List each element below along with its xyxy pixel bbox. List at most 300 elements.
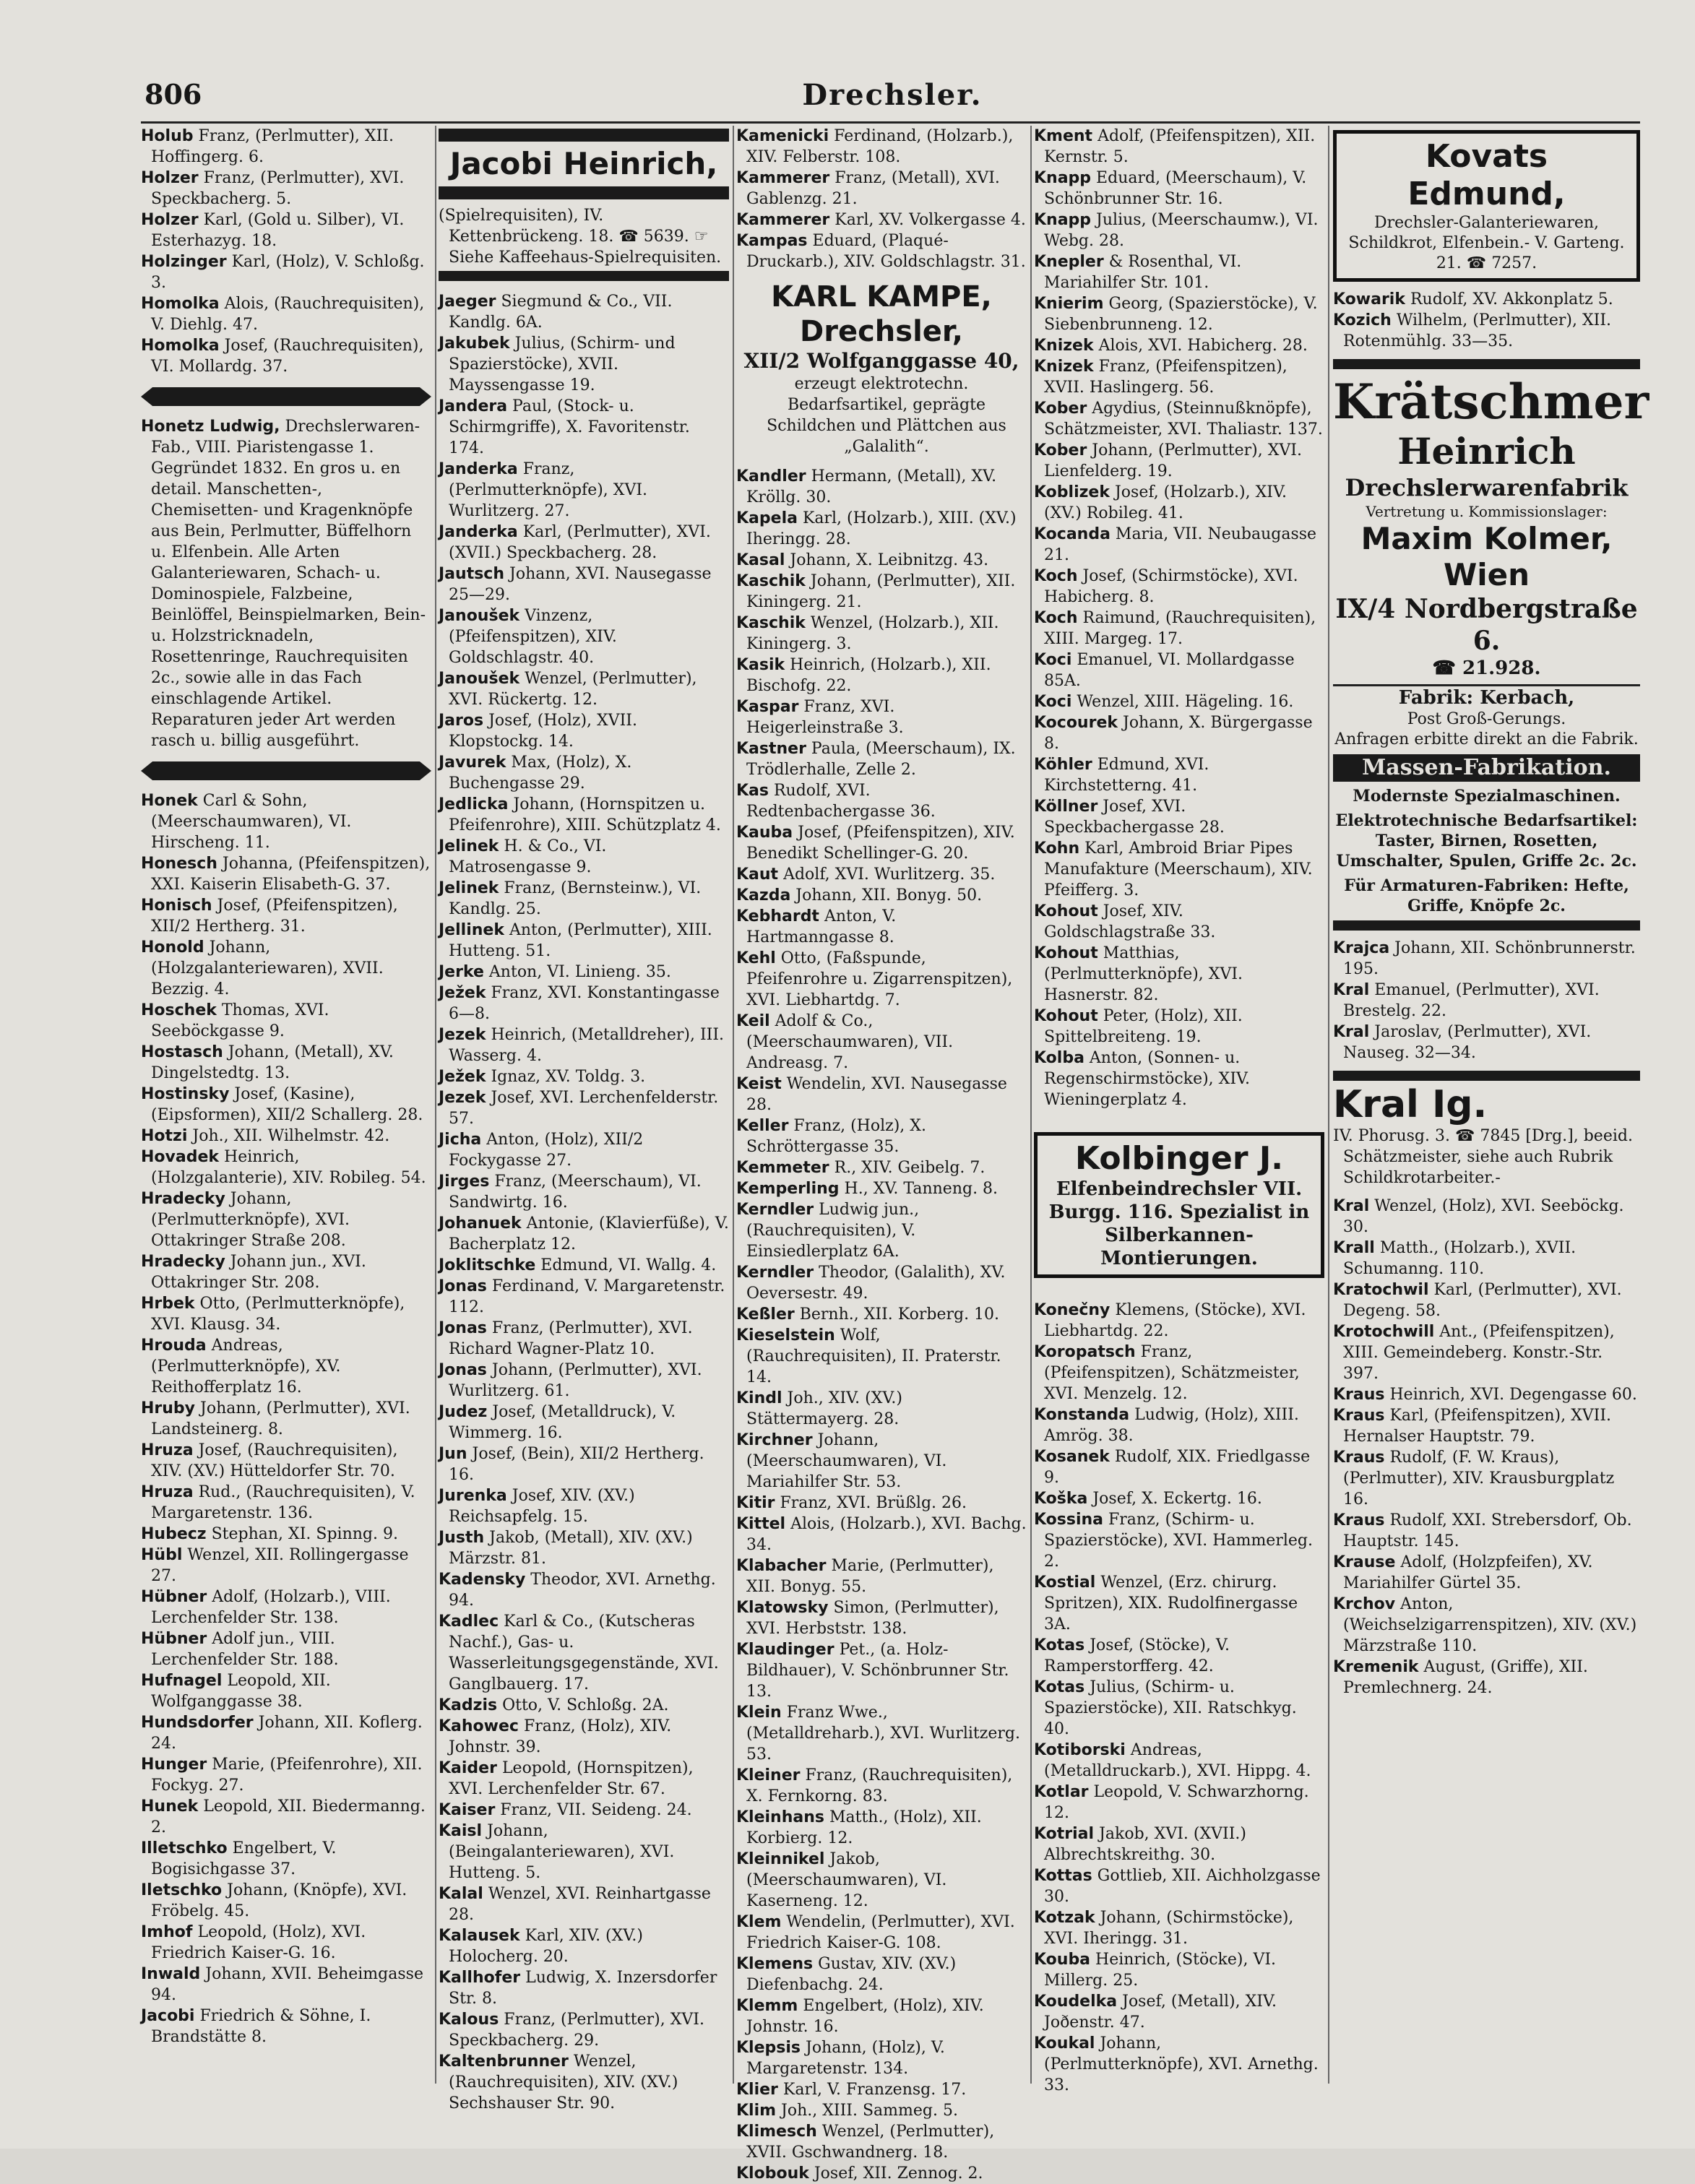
entry-details: Matthias, (Perlmutterknöpfe), XVI. Hasnerstr. 82. <box>1044 944 1243 1004</box>
directory-entry <box>1034 1677 1324 1740</box>
entry-name: Kadzis <box>439 1696 498 1714</box>
entry-details: Johann, (Holz), V. Margaretenstr. 134. <box>746 2039 945 2078</box>
entry-details: Joh., XIV. (XV.) Stättermayerg. 28. <box>746 1389 902 1428</box>
directory-entry <box>141 1880 431 1922</box>
entry-list <box>141 126 431 377</box>
entry-name: Jelinek <box>439 837 499 855</box>
entry-details: Alois, XVI. Habicherg. 28. <box>1093 337 1308 355</box>
entry-details: Gottlieb, XII. Aichholzgasse 30. <box>1044 1867 1321 1906</box>
entry-name: Kohout <box>1034 1007 1098 1025</box>
directory-entry <box>1333 1510 1640 1552</box>
divider-bar <box>141 387 431 406</box>
entry-name: Homolka <box>141 295 220 313</box>
directory-entry <box>439 668 729 710</box>
entry-name: Kaisl <box>439 1822 483 1840</box>
directory-entry <box>439 1213 729 1255</box>
entry-name: Hübner <box>141 1588 207 1606</box>
directory-entry <box>141 1335 431 1398</box>
entry-details: Heinrich, XVI. Degengasse 60. <box>1384 1386 1637 1404</box>
entry-details: Pet., (a. Holz-Bildhauer), V. Schönbrunner Str. 13. <box>746 1641 1009 1701</box>
entry-name: Kostial <box>1034 1574 1096 1592</box>
directory-entry <box>1034 482 1324 524</box>
directory-entry <box>439 1695 729 1716</box>
entry-details: Johann, X. Leibnitzg. 43. <box>785 551 989 569</box>
entry-name: Jonas <box>439 1361 487 1379</box>
entry-name: Kral <box>1333 981 1370 999</box>
directory-entry <box>439 752 729 794</box>
page-title: Drechsler. <box>802 78 983 112</box>
entry-name: Koblizek <box>1034 483 1110 501</box>
entry-name: Hrouda <box>141 1337 207 1355</box>
directory-entry <box>1034 356 1324 398</box>
entry-name: Kouba <box>1034 1951 1091 1969</box>
directory-entry <box>439 1255 729 1276</box>
entry-name: Kosanek <box>1034 1448 1110 1466</box>
kraetschmer-line: ☎ 21.928. <box>1432 657 1541 679</box>
entry-details: Engelbert, V. Bogisichgasse 37. <box>151 1839 337 1878</box>
directory-entry <box>1333 1657 1640 1699</box>
entry-details: Ludwig, (Holz), XIII. Amrög. 38. <box>1044 1406 1299 1445</box>
directory-entry <box>141 1628 431 1670</box>
entry-details: Leopold, V. Schwarzhorng. 12. <box>1044 1783 1309 1822</box>
column-1 <box>141 126 431 2084</box>
entry-details: Wenzel, (Perlmutter), XVII. Gschwandnerg. 18. <box>746 2123 995 2162</box>
directory-entry <box>439 522 729 564</box>
entry-details: Adolf, (Pfeifenspitzen), XII. Kernstr. 5. <box>1044 127 1316 166</box>
directory-entry <box>141 1838 431 1880</box>
entry-name: Koci <box>1034 693 1072 711</box>
directory-entry <box>1034 712 1324 754</box>
entry-details: Alois, (Rauchrequisiten), V. Diehlg. 47. <box>151 295 425 334</box>
kraetschmer-line: Drechslerwarenfabrik <box>1345 474 1629 501</box>
directory-entry <box>736 1849 1027 1912</box>
directory-entry <box>439 564 729 605</box>
entry-details: Franz, XVI. Heigerleinstraße 3. <box>746 698 904 737</box>
directory-entry <box>736 230 1027 272</box>
directory-entry <box>1333 289 1640 310</box>
entry-details: Emanuel, (Perlmutter), XVI. Brestelg. 22. <box>1343 981 1600 1020</box>
directory-entry <box>736 1597 1027 1639</box>
entry-name: Jerke <box>439 963 484 981</box>
entry-details: Josef, (Pfeifenspitzen), XII/2 Hertherg. 31. <box>151 897 398 936</box>
directory-entry <box>141 1587 431 1628</box>
entry-name: Klem <box>736 1913 782 1931</box>
directory-entry <box>736 571 1027 613</box>
entry-name: Koukal <box>1034 2034 1095 2053</box>
entry-details: Gustav, XIV. (XV.) Diefenbachg. 24. <box>746 1955 957 1994</box>
kovats-advert-text: Drechsler-Galanteriewaren, Schildkrot, Elfenbein.- V. Garteng. 21. ☎ 7257. <box>1348 214 1625 272</box>
entry-name: Kauba <box>736 824 793 842</box>
directory-entry <box>1034 398 1324 440</box>
column-5 <box>1333 126 1649 2084</box>
entry-name: Kraus <box>1333 1449 1385 1467</box>
entry-details: Eduard, (Meerschaum), V. Schönbrunner Str. 16. <box>1044 169 1307 208</box>
entry-details: Johann, (Hornspitzen u. Pfeifenrohre), XIII. Schützplatz 4. <box>449 795 721 834</box>
entry-name: Kandler <box>736 467 806 485</box>
entry-name: Kebhardt <box>736 907 819 925</box>
directory-entry <box>439 1925 729 1967</box>
entry-details: Johann, XVI. Nausegasse 25—29. <box>449 565 712 604</box>
entry-name: Kozich <box>1333 311 1392 329</box>
directory-entry <box>141 1796 431 1838</box>
directory-entry <box>1333 938 1640 980</box>
directory-entry <box>439 1800 729 1821</box>
directory-entry <box>1034 1865 1324 1907</box>
entry-details: Wenzel, XII. Rollingergasse 27. <box>151 1546 409 1585</box>
entry-name: Klepsis <box>736 2039 801 2057</box>
column-divider <box>435 126 436 2084</box>
entry-details: Adolf, (Holzpfeifen), XV. Mariahilfer Gürtel 35. <box>1343 1553 1593 1592</box>
entry-name: Honold <box>141 938 204 957</box>
directory-entry <box>141 1147 431 1188</box>
entry-name: Kaut <box>736 866 779 884</box>
directory-entry <box>736 466 1027 508</box>
entry-name: Javurek <box>439 754 506 772</box>
directory-entry <box>141 251 431 293</box>
entry-details: Julius, (Meerschaumw.), VI. Webg. 28. <box>1044 211 1319 250</box>
entry-details: Ant., (Pfeifenspitzen), XIII. Gemeindeberg. Konstr.-Str. 397. <box>1343 1323 1615 1383</box>
entry-details: Matth., (Holzarb.), XVII. Schumanng. 110. <box>1343 1239 1577 1278</box>
entry-details: Anton, (Perlmutter), XIII. Hutteng. 51. <box>449 921 712 960</box>
directory-entry <box>736 1388 1027 1430</box>
entry-name: Judez <box>439 1403 488 1421</box>
entry-details: Johann, (Perlmutter), XVI. Landsteinerg. 8. <box>151 1399 410 1438</box>
directory-entry <box>1333 1405 1640 1447</box>
entry-name: Krchov <box>1333 1595 1396 1613</box>
directory-entry <box>439 1569 729 1611</box>
directory-entry <box>439 836 729 878</box>
entry-details: Jaroslav, (Perlmutter), XVI. Nauseg. 32—34. <box>1343 1023 1592 1062</box>
entry-details: Theodor, (Galalith), XV. Oeversestr. 49. <box>746 1264 1006 1303</box>
entry-name: Ježek <box>439 984 486 1002</box>
entry-details: Anton, V. Hartmanngasse 8. <box>746 907 897 946</box>
entry-name: Klemens <box>736 1955 814 1973</box>
entry-details: Josef, (Metall), XIV. Joðenstr. 47. <box>1044 1993 1277 2032</box>
entry-name: Holzinger <box>141 253 227 271</box>
entry-details: Karl, (Gold u. Silber), VI. Esterhazyg. 18. <box>151 211 405 250</box>
kraetschmer-line: Für Armaturen-Fabriken: Hefte, Griffe, Knöpfe 2c. <box>1333 876 1640 931</box>
entry-name: Kammerer <box>736 169 830 187</box>
directory-entry <box>736 1493 1027 1514</box>
entry-details: Friedrich & Söhne, I. Brandstätte 8. <box>151 2007 371 2046</box>
directory-entry <box>736 1074 1027 1115</box>
entry-details: Heinrich, (Metalldreher), III. Wasserg. 4. <box>449 1026 725 1065</box>
entry-details: Karl, (Perlmutter), XVI. Degeng. 58. <box>1343 1281 1622 1320</box>
entry-name: Krall <box>1333 1239 1375 1257</box>
entry-name: Hunger <box>141 1756 207 1774</box>
entry-details: Ludwig jun., (Rauchrequisiten), V. Einsiedlerplatz 6A. <box>746 1201 920 1261</box>
entry-name: Krajca <box>1333 939 1390 957</box>
entry-list <box>1333 938 1640 1063</box>
directory-entry <box>1034 1048 1324 1110</box>
entry-details: Johann, XVII. Beheimgasse 94. <box>151 1965 423 2004</box>
entry-name: Honetz Ludwig, <box>141 418 280 436</box>
entry-details: Adolf & Co., (Meerschaumwaren), VII. Andreasg. 7. <box>746 1012 954 1072</box>
directory-entry <box>141 1000 431 1042</box>
entry-name: Knizek <box>1034 337 1094 355</box>
directory-entry <box>736 1157 1027 1178</box>
entry-name: Hradecky <box>141 1253 225 1271</box>
directory-entry <box>1333 1279 1640 1321</box>
directory-entry <box>1034 1740 1324 1782</box>
entry-details: Karl, XIV. (XV.) Holocherg. 20. <box>449 1927 643 1966</box>
entry-details: Thomas, XVI. Seeböckgasse 9. <box>151 1001 329 1040</box>
directory-entry <box>1034 335 1324 356</box>
directory-entry <box>1034 1823 1324 1865</box>
entry-name: Joklitschke <box>439 1256 536 1274</box>
entry-name: Kas <box>736 782 769 800</box>
directory-entry <box>736 1765 1027 1807</box>
entry-details: Joh., XII. Wilhelmstr. 42. <box>187 1127 390 1145</box>
entry-name: Kotzak <box>1034 1909 1095 1927</box>
directory-entry <box>736 1912 1027 1954</box>
entry-name: Klier <box>736 2081 778 2099</box>
directory-entry <box>439 1066 729 1087</box>
header-rule <box>141 121 1640 124</box>
entry-details: Josef, XIV. Goldschlagstraße 33. <box>1044 902 1216 941</box>
entry-details: Wenzel, XVI. Reinhartgasse 28. <box>449 1885 711 1924</box>
entry-details: Johann, (Meerschaumwaren), VI. Mariahilfer Str. 53. <box>746 1431 947 1491</box>
entry-name: Koch <box>1034 567 1078 585</box>
entry-details: Franz, VII. Seideng. 24. <box>495 1801 692 1819</box>
directory-entry <box>736 655 1027 696</box>
kraetschmer-line: Vertretung u. Kommissionslager: <box>1366 503 1608 520</box>
entry-name: Hostasch <box>141 1043 223 1061</box>
entry-details: H. & Co., VI. Matrosengasse 9. <box>449 837 607 876</box>
entry-details: Franz, XVI. Konstantingasse 6—8. <box>449 984 720 1023</box>
entry-name: Kittel <box>736 1515 786 1533</box>
entry-name: Kober <box>1034 400 1087 418</box>
entry-name: Kleiner <box>736 1766 801 1784</box>
entry-details: Heinrich, (Stöcke), VI. Millerg. 25. <box>1044 1951 1277 1990</box>
directory-entry <box>439 605 729 668</box>
directory-entry <box>439 1360 729 1402</box>
entry-details: Johann, XII. Schönbrunnerstr. 195. <box>1343 939 1636 978</box>
entry-name: Kral <box>1333 1023 1370 1041</box>
entry-name: Hovadek <box>141 1148 220 1166</box>
entry-name: Keller <box>736 1117 789 1135</box>
column-3 <box>736 126 1027 2183</box>
directory-entry <box>1034 838 1324 901</box>
directory-entry <box>439 396 729 459</box>
entry-details: Wendelin, (Perlmutter), XVI. Friedrich Kaiser-G. 108. <box>746 1913 1015 1952</box>
entry-details: Simon, (Perlmutter), XVI. Herbststr. 138. <box>746 1599 999 1638</box>
entry-details: Johann, (Beingalanteriewaren), XVI. Hutteng. 5. <box>449 1822 675 1882</box>
kampe-advert-address: XII/2 Wolfganggasse 40, <box>743 349 1019 373</box>
directory-entry <box>141 1251 431 1293</box>
entry-name: Kieselstein <box>736 1326 835 1345</box>
kraetschmer-line: Post Groß-Gerungs. <box>1407 710 1566 728</box>
entry-name: Hufnagel <box>141 1672 223 1690</box>
entry-details: Andreas, (Perlmutterknöpfe), XV. Reithofferplatz 16. <box>151 1337 341 1397</box>
entry-details: Leopold, XII. Wolfganggasse 38. <box>151 1672 331 1711</box>
directory-entry <box>1034 1782 1324 1823</box>
directory-entry <box>736 1115 1027 1157</box>
entry-name: Janoušek <box>439 607 520 625</box>
kral-advert-name: Kral Ig. <box>1333 1071 1640 1126</box>
entry-details: Wenzel, (Perlmutter), XVI. Rückertg. 12. <box>449 670 697 709</box>
entry-name: Hundsdorfer <box>141 1714 254 1732</box>
kampe-advert-name: KARL KAMPE, Drechsler, <box>771 280 992 348</box>
entry-name: Honek <box>141 792 198 810</box>
entry-name: Jezek <box>439 1026 486 1044</box>
entry-details: Drechslerwaren-Fab., VIII. Piaristengasse 1. Gegründet 1832. En gros u. en detail. Manschetten-, Chemisetten- und Kragenknöpfe aus Bein, Perlmutter, Büffelhorn u. Elfenbein. Alle Arten Galanteriewaren, Schach- u. Dominospiele, Falzbeine, Beinlöffel, Beinspielmarken, Bein- u. Holzstricknadeln, Rosettenringe, Rauchrequisiten 2c., sowie alle in das Fach einschlagende Artikel. Reparaturen jeder Art werden rasch u. billig ausgeführt. <box>151 418 426 750</box>
entry-details: Ferdinand, (Holzarb.), XIV. Felberstr. 108. <box>746 127 1014 166</box>
directory-entry <box>1034 1572 1324 1635</box>
directory-entry <box>1034 1342 1324 1404</box>
kampe-advert-text: erzeugt elektrotechn. Bedarfsartikel, geprägte Schildchen und Plättchen aus „Galalith“. <box>767 375 1006 456</box>
entry-name: Hostinsky <box>141 1085 230 1103</box>
entry-name: Kraus <box>1333 1511 1385 1529</box>
directory-entry <box>736 2079 1027 2100</box>
kraetschmer-line: Modernste Spezialmaschinen. <box>1353 787 1621 806</box>
entry-name: Knizek <box>1034 358 1094 376</box>
entry-details: Wolf, (Rauchrequisiten), II. Praterstr. 14. <box>746 1326 1001 1386</box>
entry-name: Jelinek <box>439 879 499 897</box>
kolbinger-advert <box>1034 1132 1324 1278</box>
entry-details: Adolf jun., VIII. Lerchenfelder Str. 188. <box>151 1630 339 1669</box>
entry-name: Klatowsky <box>736 1599 829 1617</box>
entry-details: Maria, VII. Neubaugasse 21. <box>1044 525 1317 564</box>
kraetschmer-line: Anfragen erbitte direkt an die Fabrik. <box>1334 730 1639 748</box>
entry-name: Koci <box>1034 651 1072 669</box>
entry-name: Kehl <box>736 949 776 967</box>
entry-name: Jurenka <box>439 1487 507 1505</box>
directory-entry <box>736 864 1027 885</box>
entry-details: Stephan, XI. Spinng. 9. <box>206 1525 398 1543</box>
directory-entry <box>1034 168 1324 210</box>
entry-name: Hradecky <box>141 1190 225 1208</box>
entry-details: Johann, (Perlmutter), XII. Kiningerg. 21. <box>746 572 1016 611</box>
entry-name: Janoušek <box>439 670 520 688</box>
entry-name: Kohout <box>1034 902 1098 920</box>
entry-details: Eduard, (Plaqué-Druckarb.), XIV. Goldschlagstr. 31. <box>746 232 1026 271</box>
entry-details: Otto, (Faßspunde, Pfeifenrohre u. Zigarrenspitzen), XVI. Liebhartdg. 7. <box>746 949 1013 1009</box>
entry-details: Antonie, (Klavierfüße), V. Bacherplatz 12. <box>449 1214 729 1253</box>
directory-entry <box>1034 608 1324 649</box>
directory-entry <box>736 885 1027 906</box>
directory-entry <box>1034 210 1324 251</box>
directory-entry <box>1034 1635 1324 1677</box>
directory-entry <box>736 2100 1027 2121</box>
directory-entry <box>736 1178 1027 1199</box>
entry-details: Franz, (Metall), XVI. Gablenzg. 21. <box>746 169 1000 208</box>
kovats-advert-name: Kovats Edmund, <box>1407 138 1566 212</box>
entry-name: Jacobi <box>141 2007 195 2025</box>
entry-name: Konečny <box>1034 1301 1110 1319</box>
directory-entry <box>1333 1552 1640 1594</box>
divider-bar <box>141 761 431 780</box>
entry-details: Ludwig, X. Inzersdorfer Str. 8. <box>449 1969 717 2008</box>
directory-entry <box>736 2121 1027 2163</box>
entry-details: Rudolf, XXI. Strebersdorf, Ob. Hauptstr. 145. <box>1343 1511 1632 1550</box>
directory-entry <box>1034 1006 1324 1048</box>
directory-entry <box>1333 310 1640 352</box>
directory-entry <box>439 1821 729 1883</box>
entry-details: Josef, (Kasine), (Eipsformen), XII/2 Schallerg. 28. <box>151 1085 423 1124</box>
entry-name: Hrbek <box>141 1295 195 1313</box>
entry-details: Agydius, (Steinnußknöpfe), Schätzmeister, XVI. Thaliastr. 137. <box>1044 400 1323 439</box>
directory-entry <box>439 2051 729 2114</box>
entry-details: Anton, (Holz), XII/2 Fockygasse 27. <box>449 1131 644 1170</box>
entry-name: Ježek <box>439 1068 486 1086</box>
entry-name: Kment <box>1034 127 1093 145</box>
entry-details: Franz, (Perlmutter), XVI. Richard Wagner-Platz 10. <box>449 1319 693 1358</box>
entry-name: Holzer <box>141 211 199 229</box>
directory-entry <box>439 1527 729 1569</box>
directory-entry <box>141 1293 431 1335</box>
entry-list <box>736 466 1027 2184</box>
kolbinger-advert-text: Elfenbeindrechsler VII. Burgg. 116. Spezialist in Silberkannen-Montierungen. <box>1048 1178 1310 1269</box>
entry-details: Johann, XII. Bonyg. 50. <box>790 886 983 905</box>
directory-entry <box>141 1712 431 1754</box>
entry-name: Kowarik <box>1333 290 1405 308</box>
directory-entry <box>439 1967 729 2009</box>
directory-entry <box>1333 1384 1640 1405</box>
jacobi-advert-text: (Spielrequisiten), IV. Kettenbrückeng. 18. ☎ 5639. ☞ Siehe Kaffeehaus-Spielrequisiten. <box>439 205 729 281</box>
entry-name: Kalal <box>439 1885 483 1903</box>
entry-details: Paula, (Meerschaum), IX. Trödlerhalle, Zelle 2. <box>746 740 1016 779</box>
entry-name: Köllner <box>1034 798 1098 816</box>
entry-details: Jakob, (Meerschaumwaren), VI. Kaserneng. 12. <box>746 1850 947 1910</box>
directory-entry <box>141 1126 431 1147</box>
entry-details: Paul, (Stock- u. Schirmgriffe), X. Favoritenstr. 174. <box>449 397 690 457</box>
entry-name: Kratochwil <box>1333 1281 1429 1299</box>
entry-name: Hruza <box>141 1441 194 1459</box>
entry-name: Kamenicki <box>736 127 829 145</box>
entry-details: Karl, (Pfeifenspitzen), XVII. Hernalser Hauptstr. 79. <box>1343 1407 1612 1446</box>
entry-list <box>141 790 431 2047</box>
entry-details: Josef, (Rauchrequisiten), XIV. (XV.) Hütteldorfer Str. 70. <box>151 1441 398 1480</box>
entry-name: Keist <box>736 1075 782 1093</box>
honetz-advert <box>141 416 431 751</box>
directory-entry <box>141 293 431 335</box>
entry-name: Hruza <box>141 1483 194 1501</box>
directory-entry <box>439 1276 729 1318</box>
directory-entry <box>1034 754 1324 796</box>
entry-details: Adolf, XVI. Wurlitzerg. 35. <box>778 866 996 884</box>
entry-details: Josef, (Rauchrequisiten), VI. Mollardg. 37. <box>151 337 424 376</box>
entry-name: Hübl <box>141 1546 183 1564</box>
entry-details: Franz, (Schirm- u. Spazierstöcke), XVI. Hammerleg. 2. <box>1044 1511 1313 1571</box>
directory-entry <box>736 696 1027 738</box>
entry-details: Franz, (Holz), XIV. Johnstr. 39. <box>449 1717 672 1756</box>
directory-entry <box>439 1171 729 1213</box>
kraetschmer-line: Maxim Kolmer, Wien <box>1360 521 1613 592</box>
directory-entry <box>736 550 1027 571</box>
directory-entry <box>439 962 729 983</box>
entry-name: Knepler <box>1034 253 1104 271</box>
entry-name: Kohn <box>1034 839 1080 858</box>
directory-entry <box>141 210 431 251</box>
directory-entry <box>439 1883 729 1925</box>
directory-entry <box>1034 1488 1324 1509</box>
kraetschmer-line: Krätschmer <box>1333 374 1649 430</box>
column-divider <box>1328 126 1329 2084</box>
entry-list <box>1034 126 1324 1110</box>
entry-details: Wenzel, (Holz), XVI. Seeböckg. 30. <box>1343 1197 1624 1236</box>
entry-list <box>1333 289 1640 352</box>
entry-details: Franz Wwe., (Metalldreharb.), XVI. Wurlitzerg. 53. <box>746 1704 1020 1764</box>
entry-name: Kaschik <box>736 572 806 590</box>
directory-entry <box>439 1611 729 1695</box>
entry-name: Kaiser <box>439 1801 496 1819</box>
entry-name: Kotlar <box>1034 1783 1089 1801</box>
entry-details: Karl, (Holzarb.), XIII. (XV.) Iheringg. 28. <box>746 509 1017 548</box>
entry-details: Edmund, VI. Wallg. 4. <box>535 1256 717 1274</box>
entry-details: Johann jun., XVI. Ottakringer Str. 208. <box>151 1253 366 1292</box>
entry-name: Janderka <box>439 523 518 541</box>
